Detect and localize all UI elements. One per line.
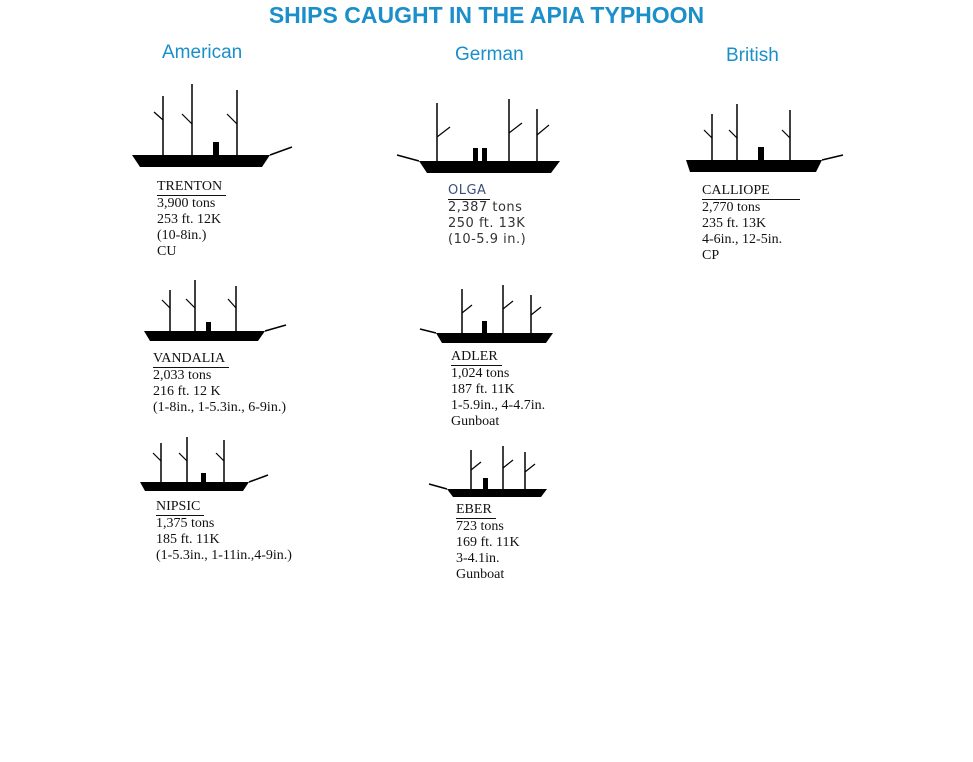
ship-length-speed: 253 ft. 12K — [157, 212, 222, 227]
column-header-american: American — [162, 42, 243, 63]
ship-armament: 1-5.9in., 4-4.7in. — [451, 398, 546, 413]
ship-info-eber — [456, 502, 520, 583]
ship-info-adler — [451, 349, 545, 430]
ship-armament: 4-6in., 12-5in. — [702, 232, 783, 247]
ship-silhouette-trenton — [130, 82, 295, 172]
ship-note: Gunboat — [456, 567, 505, 582]
ship-silhouette-nipsic — [137, 435, 272, 495]
ship-silhouette-eber — [427, 444, 552, 502]
ship-info-nipsic — [156, 499, 292, 564]
ship-name-olga: OLGA — [448, 183, 490, 200]
ship-info-vandalia — [153, 351, 286, 416]
ship-length-speed: 169 ft. 11K — [456, 535, 520, 550]
ship-length-speed: 250 ft. 13K — [448, 216, 526, 231]
ship-armament: (10-5.9 in.) — [448, 232, 527, 247]
ship-silhouette-olga — [395, 95, 565, 177]
ship-tonnage: 2,770 tons — [702, 200, 761, 215]
ship-silhouette-calliope — [682, 100, 847, 178]
ship-silhouette-adler — [418, 283, 558, 349]
ship-length-speed: 216 ft. 12 K — [153, 384, 221, 399]
ship-tonnage: 1,024 tons — [451, 366, 510, 381]
ship-info-calliope — [702, 183, 800, 264]
ship-name-nipsic: NIPSIC — [156, 499, 204, 516]
ship-armament: 3-4.1in. — [456, 551, 500, 566]
ship-info-olga — [448, 183, 526, 248]
ship-armament: (10-8in.) — [157, 228, 207, 243]
ship-tonnage: 1,375 tons — [156, 516, 215, 531]
ship-note: CP — [702, 248, 720, 263]
ship-armament: (1-8in., 1-5.3in., 6-9in.) — [153, 400, 286, 415]
column-header-german: German — [455, 44, 524, 65]
ship-length-speed: 235 ft. 13K — [702, 216, 767, 231]
ship-name-calliope: CALLIOPE — [702, 183, 800, 200]
ship-name-vandalia: VANDALIA — [153, 351, 229, 368]
ship-info-trenton — [157, 179, 226, 260]
ship-armament: (1-5.3in., 1-11in.,4-9in.) — [156, 548, 292, 563]
ship-silhouette-vandalia — [140, 278, 290, 346]
ship-length-speed: 187 ft. 11K — [451, 382, 515, 397]
ship-name-trenton: TRENTON — [157, 179, 226, 196]
ship-name-eber: EBER — [456, 502, 496, 519]
ship-note: Gunboat — [451, 414, 500, 429]
ship-tonnage: 2,033 tons — [153, 368, 212, 383]
ship-tonnage: 3,900 tons — [157, 196, 216, 211]
page-title: SHIPS CAUGHT IN THE APIA TYPHOON — [268, 2, 705, 28]
column-header-british: British — [726, 45, 779, 66]
ship-name-adler: ADLER — [451, 349, 502, 366]
ship-tonnage: 723 tons — [456, 519, 504, 534]
ship-note: CU — [157, 244, 177, 259]
ship-length-speed: 185 ft. 11K — [156, 532, 220, 547]
ship-tonnage: 2,387 tons — [448, 200, 523, 215]
